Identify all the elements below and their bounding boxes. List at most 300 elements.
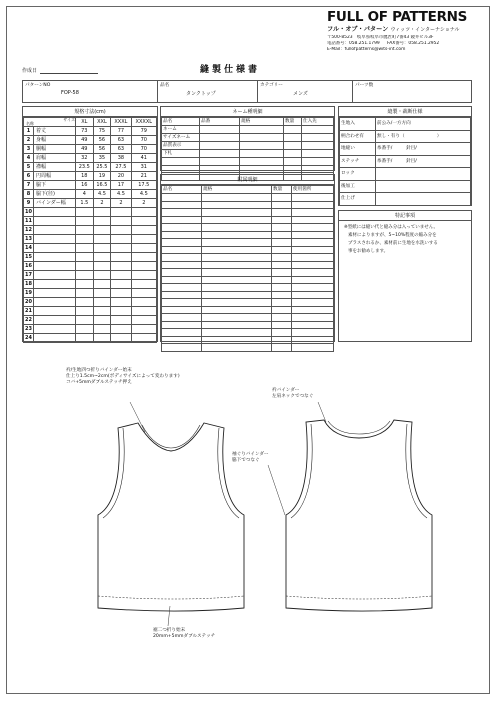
accessories-cell[interactable] bbox=[292, 254, 334, 262]
accessories-cell[interactable] bbox=[292, 291, 334, 299]
accessories-row bbox=[162, 261, 334, 269]
accessories-cell[interactable] bbox=[162, 216, 202, 224]
size-row bbox=[24, 199, 157, 208]
accessories-cell[interactable] bbox=[162, 336, 202, 344]
brand-kana: フル・オブ・パターン bbox=[327, 26, 389, 33]
annotation-line: 袖ぐりバインダー bbox=[232, 452, 269, 457]
size-value-cell[interactable] bbox=[76, 235, 94, 244]
accessories-cell[interactable] bbox=[272, 216, 292, 224]
accessories-row bbox=[162, 239, 334, 247]
accessories-cell[interactable] bbox=[162, 284, 202, 292]
accessories-cell[interactable] bbox=[272, 314, 292, 322]
accessories-cell[interactable] bbox=[202, 306, 272, 314]
size-value-cell[interactable] bbox=[93, 271, 111, 280]
size-value-cell[interactable] bbox=[131, 316, 156, 325]
size-value-cell[interactable] bbox=[76, 307, 94, 316]
accessories-cell[interactable] bbox=[162, 269, 202, 277]
size-value-cell[interactable]: 35 bbox=[93, 154, 111, 163]
accessories-cell[interactable] bbox=[292, 306, 334, 314]
sewing-spec-label: 仕上げ bbox=[340, 193, 376, 206]
size-value-cell[interactable] bbox=[111, 334, 131, 343]
accessories-header-row bbox=[162, 186, 334, 194]
accessories-cell[interactable] bbox=[202, 284, 272, 292]
size-value-cell[interactable] bbox=[111, 325, 131, 334]
name-labels-column-header: 仕入先 bbox=[302, 118, 334, 126]
name-labels-cell[interactable] bbox=[200, 134, 240, 142]
size-row-number: 21 bbox=[25, 308, 32, 314]
size-row-number: 20 bbox=[25, 299, 32, 305]
accessories-cell[interactable] bbox=[272, 336, 292, 344]
accessories-cell[interactable] bbox=[202, 194, 272, 202]
size-value-cell[interactable] bbox=[111, 280, 131, 289]
accessories-cell[interactable] bbox=[272, 284, 292, 292]
brand-email: E-Mail：fullofpatterns@wits-int.com bbox=[327, 47, 406, 52]
size-value-cell[interactable] bbox=[111, 226, 131, 235]
accessories-cell[interactable] bbox=[292, 216, 334, 224]
accessories-cell[interactable] bbox=[272, 239, 292, 247]
size-row bbox=[24, 244, 157, 253]
accessories-cell[interactable] bbox=[162, 246, 202, 254]
size-value-cell[interactable]: 79 bbox=[131, 127, 156, 136]
accessories-cell[interactable] bbox=[272, 209, 292, 217]
accessories-cell[interactable] bbox=[162, 291, 202, 299]
size-row bbox=[24, 163, 157, 172]
accessories-cell[interactable] bbox=[292, 336, 334, 344]
size-column-header: XXXL bbox=[111, 118, 131, 127]
accessories-cell[interactable] bbox=[162, 306, 202, 314]
size-value-cell[interactable] bbox=[131, 226, 156, 235]
size-value-cell[interactable]: 63 bbox=[111, 136, 131, 145]
size-row bbox=[24, 298, 157, 307]
sewing-spec-row bbox=[340, 180, 471, 193]
name-labels-row bbox=[162, 134, 334, 142]
size-row bbox=[24, 316, 157, 325]
sewing-spec-value[interactable]: 無し・有り（ ） bbox=[376, 130, 471, 143]
accessories-cell[interactable] bbox=[202, 239, 272, 247]
accessories-cell[interactable] bbox=[162, 209, 202, 217]
size-value-cell[interactable] bbox=[76, 325, 94, 334]
name-labels-cell[interactable] bbox=[302, 134, 334, 142]
size-value-cell[interactable] bbox=[93, 334, 111, 343]
accessories-cell[interactable] bbox=[272, 329, 292, 337]
size-value-cell[interactable] bbox=[93, 280, 111, 289]
accessories-cell[interactable] bbox=[162, 239, 202, 247]
size-value-cell[interactable] bbox=[76, 262, 94, 271]
size-row bbox=[24, 334, 157, 343]
sewing-spec-value[interactable] bbox=[376, 168, 471, 181]
size-value-cell[interactable] bbox=[131, 289, 156, 298]
size-value-cell[interactable] bbox=[111, 208, 131, 217]
size-row-name: 肩幅 bbox=[34, 154, 76, 163]
size-value-cell[interactable]: 56 bbox=[93, 145, 111, 154]
accessories-cell[interactable] bbox=[202, 224, 272, 232]
size-column-header: XXXXL bbox=[131, 118, 156, 127]
name-labels-cell[interactable] bbox=[200, 158, 240, 166]
name-labels-cell[interactable] bbox=[240, 165, 284, 173]
size-value-cell[interactable]: 49 bbox=[76, 136, 94, 145]
name-labels-item: 下札 bbox=[162, 150, 200, 158]
size-value-cell[interactable] bbox=[76, 253, 94, 262]
accessories-cell[interactable] bbox=[162, 254, 202, 262]
name-labels-cell[interactable] bbox=[302, 126, 334, 134]
size-value-cell[interactable] bbox=[111, 217, 131, 226]
accessories-row bbox=[162, 194, 334, 202]
accessories-cell[interactable] bbox=[272, 276, 292, 284]
accessories-cell[interactable] bbox=[202, 209, 272, 217]
sewing-spec-row bbox=[340, 143, 471, 156]
accessories-cell[interactable] bbox=[292, 231, 334, 239]
accessories-cell[interactable] bbox=[292, 284, 334, 292]
accessories-cell[interactable] bbox=[292, 246, 334, 254]
size-value-cell[interactable] bbox=[93, 289, 111, 298]
size-value-cell[interactable] bbox=[131, 307, 156, 316]
size-value-cell[interactable] bbox=[111, 307, 131, 316]
size-spec-title: 規格寸法(cm) bbox=[23, 107, 157, 117]
accessories-cell[interactable] bbox=[272, 194, 292, 202]
accessories-cell[interactable] bbox=[202, 299, 272, 307]
size-row bbox=[24, 181, 157, 190]
size-value-cell[interactable] bbox=[131, 253, 156, 262]
accessories-cell[interactable] bbox=[202, 269, 272, 277]
name-labels-cell[interactable] bbox=[200, 142, 240, 150]
size-row-number: 19 bbox=[25, 290, 32, 296]
size-value-cell[interactable] bbox=[111, 316, 131, 325]
accessories-cell[interactable] bbox=[292, 194, 334, 202]
size-row-number: 16 bbox=[25, 263, 32, 269]
size-value-cell[interactable]: 16 bbox=[76, 181, 94, 190]
size-row-number: 15 bbox=[25, 254, 32, 260]
size-value-cell[interactable] bbox=[111, 262, 131, 271]
accessories-cell[interactable] bbox=[272, 344, 292, 352]
size-value-cell[interactable]: 4.5 bbox=[131, 190, 156, 199]
size-value-cell[interactable]: 23.5 bbox=[76, 163, 94, 172]
name-labels-cell[interactable] bbox=[240, 126, 284, 134]
sewing-spec-value[interactable]: 前公み/一方方向 bbox=[376, 118, 471, 131]
size-row-number: 2 bbox=[24, 136, 34, 145]
name-labels-cell[interactable] bbox=[302, 142, 334, 150]
sewing-spec-value[interactable]: 糸番手/ 針目/ bbox=[376, 155, 471, 168]
name-labels-cell[interactable] bbox=[200, 126, 240, 134]
sewing-spec-value[interactable] bbox=[376, 193, 471, 206]
size-value-cell[interactable]: 27.5 bbox=[111, 163, 131, 172]
accessories-cell[interactable] bbox=[202, 216, 272, 224]
size-value-cell[interactable] bbox=[111, 298, 131, 307]
accessories-cell[interactable] bbox=[162, 201, 202, 209]
name-labels-cell[interactable] bbox=[284, 150, 302, 158]
sewing-spec-label: 生地入 bbox=[340, 118, 376, 131]
name-labels-item: サイズネーム bbox=[162, 134, 200, 142]
size-value-cell[interactable] bbox=[131, 217, 156, 226]
accessories-cell[interactable] bbox=[272, 231, 292, 239]
pattern-no-value: FOP-58 bbox=[61, 90, 79, 96]
accessories-cell[interactable] bbox=[162, 224, 202, 232]
size-row-number: 3 bbox=[24, 145, 34, 154]
size-value-cell[interactable] bbox=[131, 334, 156, 343]
accessories-cell[interactable] bbox=[292, 344, 334, 352]
pattern-no-label: パターンNO bbox=[25, 83, 51, 88]
accessories-row bbox=[162, 291, 334, 299]
name-labels-column-header: 品番 bbox=[200, 118, 240, 126]
size-value-cell[interactable]: 17.5 bbox=[131, 181, 156, 190]
parts-count-label: パーツ数 bbox=[355, 83, 374, 88]
accessories-title: 附属明細 bbox=[161, 175, 334, 185]
size-value-cell[interactable] bbox=[111, 289, 131, 298]
name-labels-cell[interactable] bbox=[284, 142, 302, 150]
size-value-cell[interactable] bbox=[131, 298, 156, 307]
size-value-cell[interactable] bbox=[111, 253, 131, 262]
size-value-cell[interactable]: 25.5 bbox=[93, 163, 111, 172]
accessories-row bbox=[162, 276, 334, 284]
size-value-cell[interactable] bbox=[93, 298, 111, 307]
accessories-cell[interactable] bbox=[202, 336, 272, 344]
size-value-cell[interactable]: 31 bbox=[131, 163, 156, 172]
name-labels-cell[interactable] bbox=[302, 150, 334, 158]
size-row-number: 8 bbox=[24, 190, 34, 199]
size-value-cell[interactable] bbox=[111, 235, 131, 244]
accessories-cell[interactable] bbox=[162, 321, 202, 329]
size-row-number: 24 bbox=[25, 335, 32, 341]
name-labels-cell[interactable] bbox=[284, 158, 302, 166]
accessories-cell[interactable] bbox=[292, 299, 334, 307]
size-value-cell[interactable]: 19 bbox=[93, 172, 111, 181]
accessories-cell[interactable] bbox=[292, 224, 334, 232]
accessories-cell[interactable] bbox=[162, 299, 202, 307]
accessories-cell[interactable] bbox=[202, 291, 272, 299]
size-header-row bbox=[24, 118, 157, 127]
size-value-cell[interactable] bbox=[76, 334, 94, 343]
accessories-cell[interactable] bbox=[272, 291, 292, 299]
size-value-cell[interactable] bbox=[93, 226, 111, 235]
size-value-cell[interactable] bbox=[131, 325, 156, 334]
name-labels-item: 品質表示 bbox=[162, 142, 200, 150]
accessories-cell[interactable] bbox=[272, 321, 292, 329]
accessories-cell[interactable] bbox=[162, 261, 202, 269]
size-row-name bbox=[34, 262, 76, 271]
size-value-cell[interactable]: 75 bbox=[93, 127, 111, 136]
size-row-number: 18 bbox=[25, 281, 32, 287]
accessories-cell[interactable] bbox=[162, 329, 202, 337]
size-row-name: 円周幅 bbox=[34, 172, 76, 181]
size-value-cell[interactable] bbox=[76, 271, 94, 280]
size-row-name: 脇下(径) bbox=[34, 190, 76, 199]
name-labels-row bbox=[162, 126, 334, 134]
annotation-line: 脇下でつなぐ bbox=[232, 458, 260, 463]
size-value-cell[interactable] bbox=[131, 271, 156, 280]
accessories-cell[interactable] bbox=[272, 306, 292, 314]
name-labels-row bbox=[162, 142, 334, 150]
size-row-number: 11 bbox=[25, 218, 32, 224]
size-row-name: 胴幅 bbox=[34, 145, 76, 154]
accessories-cell[interactable] bbox=[292, 314, 334, 322]
accessories-cell[interactable] bbox=[202, 201, 272, 209]
size-value-cell[interactable]: 20 bbox=[111, 172, 131, 181]
accessories-column-header: 使用箇所 bbox=[292, 186, 334, 194]
accessories-row bbox=[162, 314, 334, 322]
accessories-cell[interactable] bbox=[292, 239, 334, 247]
size-value-cell[interactable] bbox=[93, 208, 111, 217]
sewing-spec-title: 縫製・裁断仕様 bbox=[339, 107, 471, 117]
size-value-cell[interactable] bbox=[76, 316, 94, 325]
accessories-cell[interactable] bbox=[292, 261, 334, 269]
size-row-name bbox=[34, 307, 76, 316]
size-value-cell[interactable]: 1.5 bbox=[76, 199, 94, 208]
accessories-cell[interactable] bbox=[202, 231, 272, 239]
size-value-cell[interactable] bbox=[93, 262, 111, 271]
accessories-cell[interactable] bbox=[272, 299, 292, 307]
size-value-cell[interactable] bbox=[93, 235, 111, 244]
size-value-cell[interactable] bbox=[93, 325, 111, 334]
accessories-cell[interactable] bbox=[162, 194, 202, 202]
size-value-cell[interactable]: 70 bbox=[131, 145, 156, 154]
notes-title: 特記事項 bbox=[339, 211, 471, 221]
accessories-column-header: 規格 bbox=[202, 186, 272, 194]
accessories-row bbox=[162, 216, 334, 224]
size-value-cell[interactable]: 16.5 bbox=[93, 181, 111, 190]
name-labels-cell[interactable] bbox=[284, 134, 302, 142]
size-value-cell[interactable] bbox=[131, 208, 156, 217]
sewing-spec-value[interactable] bbox=[376, 180, 471, 193]
name-labels-cell[interactable] bbox=[302, 158, 334, 166]
accessories-row bbox=[162, 344, 334, 352]
size-value-cell[interactable]: 2 bbox=[131, 199, 156, 208]
size-row-name bbox=[34, 325, 76, 334]
name-labels-cell[interactable] bbox=[240, 158, 284, 166]
brand-company: ウィッツ・インターナショナル bbox=[390, 27, 460, 33]
size-value-cell[interactable]: 63 bbox=[111, 145, 131, 154]
size-row bbox=[24, 172, 157, 181]
size-value-cell[interactable] bbox=[76, 217, 94, 226]
accessories-row bbox=[162, 306, 334, 314]
accessories-cell[interactable] bbox=[292, 321, 334, 329]
size-value-cell[interactable] bbox=[76, 244, 94, 253]
size-value-cell[interactable] bbox=[76, 298, 94, 307]
sewing-spec-value[interactable]: 糸番手/ 針目/ bbox=[376, 143, 471, 156]
size-value-cell[interactable] bbox=[93, 316, 111, 325]
accessories-cell[interactable] bbox=[292, 201, 334, 209]
accessories-cell[interactable] bbox=[272, 246, 292, 254]
size-value-cell[interactable]: 73 bbox=[76, 127, 94, 136]
accessories-cell[interactable] bbox=[202, 254, 272, 262]
sewing-spec-label: 地縫い bbox=[340, 143, 376, 156]
size-row-name bbox=[34, 298, 76, 307]
name-labels-cell[interactable] bbox=[240, 150, 284, 158]
size-value-cell[interactable]: 4.5 bbox=[93, 190, 111, 199]
size-value-cell[interactable] bbox=[93, 217, 111, 226]
size-value-cell[interactable] bbox=[131, 262, 156, 271]
accessories-cell[interactable] bbox=[202, 321, 272, 329]
name-labels-cell[interactable] bbox=[240, 142, 284, 150]
name-labels-cell[interactable] bbox=[200, 150, 240, 158]
document-title: 縫製仕様書 bbox=[200, 65, 261, 75]
size-row bbox=[24, 208, 157, 217]
accessories-cell[interactable] bbox=[292, 329, 334, 337]
size-row-number: 10 bbox=[25, 209, 32, 215]
size-value-cell[interactable] bbox=[111, 244, 131, 253]
accessories-row bbox=[162, 201, 334, 209]
size-value-cell[interactable] bbox=[111, 271, 131, 280]
size-value-cell[interactable] bbox=[93, 253, 111, 262]
size-value-cell[interactable]: 32 bbox=[76, 154, 94, 163]
size-value-cell[interactable]: 49 bbox=[76, 145, 94, 154]
size-row bbox=[24, 190, 157, 199]
size-value-cell[interactable]: 4.5 bbox=[111, 190, 131, 199]
accessories-cell[interactable] bbox=[202, 329, 272, 337]
accessories-cell[interactable] bbox=[162, 314, 202, 322]
size-row bbox=[24, 217, 157, 226]
size-value-cell[interactable]: 17 bbox=[111, 181, 131, 190]
size-value-cell[interactable] bbox=[76, 289, 94, 298]
accessories-cell[interactable] bbox=[202, 261, 272, 269]
size-value-cell[interactable] bbox=[93, 244, 111, 253]
accessories-cell[interactable] bbox=[292, 269, 334, 277]
size-value-cell[interactable]: 4 bbox=[76, 190, 94, 199]
sewing-spec-row bbox=[340, 130, 471, 143]
name-labels-cell[interactable] bbox=[240, 134, 284, 142]
name-labels-header-row bbox=[162, 118, 334, 126]
accessories-cell[interactable] bbox=[272, 269, 292, 277]
name-labels-cell[interactable] bbox=[284, 165, 302, 173]
accessories-cell[interactable] bbox=[202, 314, 272, 322]
brand-block bbox=[327, 10, 487, 53]
size-row-number: 7 bbox=[24, 181, 34, 190]
accessories-cell[interactable] bbox=[272, 261, 292, 269]
size-value-cell[interactable]: 41 bbox=[131, 154, 156, 163]
accessories-cell[interactable] bbox=[272, 224, 292, 232]
accessories-cell[interactable] bbox=[272, 254, 292, 262]
size-row-number: 14 bbox=[25, 245, 32, 251]
size-value-cell[interactable]: 2 bbox=[93, 199, 111, 208]
date-field[interactable] bbox=[40, 73, 98, 74]
size-value-cell[interactable]: 21 bbox=[131, 172, 156, 181]
name-labels-cell[interactable] bbox=[284, 126, 302, 134]
accessories-cell[interactable] bbox=[162, 276, 202, 284]
size-value-cell[interactable]: 18 bbox=[76, 172, 94, 181]
size-value-cell[interactable]: 70 bbox=[131, 136, 156, 145]
size-row-name bbox=[34, 253, 76, 262]
size-row-number: 17 bbox=[25, 272, 32, 278]
size-spec-block bbox=[22, 106, 158, 342]
size-row bbox=[24, 145, 157, 154]
size-value-cell[interactable] bbox=[131, 235, 156, 244]
accessories-cell[interactable] bbox=[202, 246, 272, 254]
size-value-cell[interactable]: 2 bbox=[111, 199, 131, 208]
size-value-cell[interactable] bbox=[131, 244, 156, 253]
size-value-cell[interactable]: 56 bbox=[93, 136, 111, 145]
name-labels-cell[interactable] bbox=[200, 165, 240, 173]
size-row-number: 4 bbox=[24, 154, 34, 163]
size-value-cell[interactable] bbox=[76, 208, 94, 217]
size-value-cell[interactable] bbox=[76, 280, 94, 289]
size-row-number: 5 bbox=[24, 163, 34, 172]
annotation-line: コバ+5mmダブルステッチ押え bbox=[66, 380, 132, 385]
accessories-cell[interactable] bbox=[272, 201, 292, 209]
size-value-cell[interactable]: 38 bbox=[111, 154, 131, 163]
accessories-cell[interactable] bbox=[202, 276, 272, 284]
size-value-cell[interactable] bbox=[76, 226, 94, 235]
accessories-cell[interactable] bbox=[202, 344, 272, 352]
size-value-cell[interactable] bbox=[131, 280, 156, 289]
size-row bbox=[24, 271, 157, 280]
accessories-cell[interactable] bbox=[162, 344, 202, 352]
accessories-cell[interactable] bbox=[292, 209, 334, 217]
name-labels-cell[interactable] bbox=[302, 165, 334, 173]
accessories-row bbox=[162, 299, 334, 307]
accessories-cell[interactable] bbox=[292, 276, 334, 284]
size-column-header: XL bbox=[76, 118, 94, 127]
size-value-cell[interactable] bbox=[93, 307, 111, 316]
size-value-cell[interactable]: 77 bbox=[111, 127, 131, 136]
accessories-cell[interactable] bbox=[162, 231, 202, 239]
